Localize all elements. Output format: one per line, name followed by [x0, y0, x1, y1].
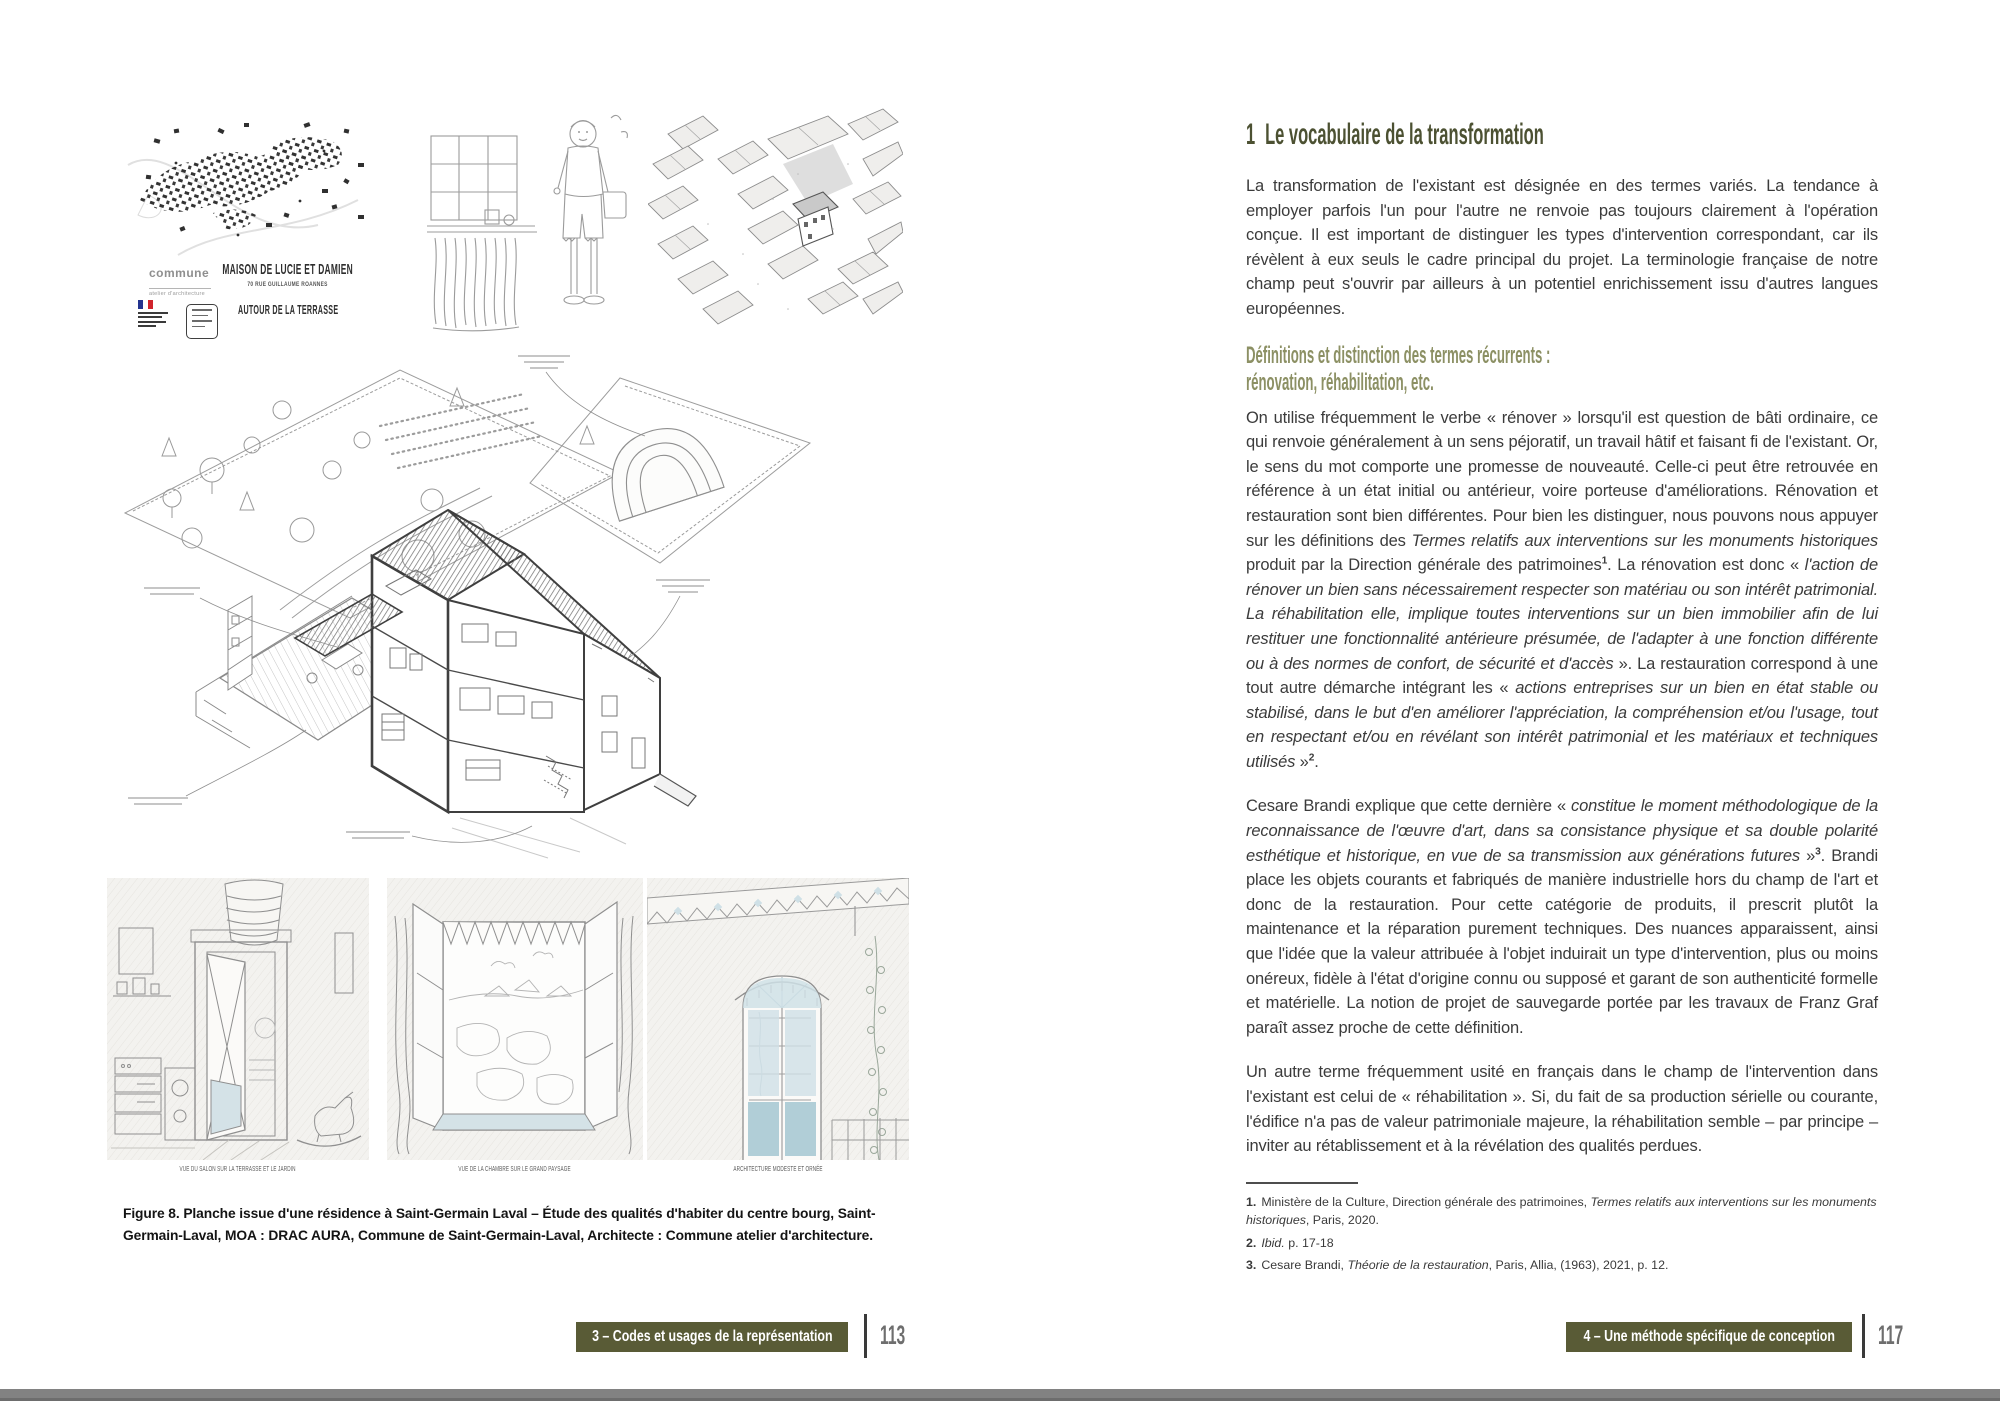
- intro-paragraph: La transformation de l'existant est désignée en des termes variés. La tendance à employer parfois l'un pour l'autre ne renvoie pas toujours clairement à l'opération conçue. Il est important de distinguer les types d'intervention correspondant, car ils révèlent à eux seuls le cadre principal du projet. La terminologie française de notre champ peut s'ouvrir par ailleurs à un potentiel enrichissement issu d'autres langues européennes.: [1246, 177, 1878, 318]
- map-theme-label: AUTOUR DE LA TERRASSE: [237, 302, 339, 317]
- commune-logo-subtext: atelier d'architecture: [149, 288, 211, 297]
- subheading-line2: rénovation, réhabilitation, etc.: [1246, 368, 1434, 396]
- page-number-right: 117: [1878, 1320, 1904, 1350]
- footnote-2: 2. Ibid. p. 17-18: [1246, 1235, 1334, 1250]
- government-logo: [138, 300, 174, 340]
- sketch-caption-facade: ARCHITECTURE MODESTE ET ORNÉE: [733, 1164, 823, 1173]
- footnote-3: 3. Cesare Brandi, Théorie de la restauration, Paris, Allia, (1963), 2021, p. 12.: [1246, 1258, 1669, 1273]
- axonometric-house-sketch: [100, 348, 920, 872]
- paragraph-rehabilitation: Un autre terme fréquemment usité en français dans le champ de l'intervention dans l'existant est celui de « réhabilitation ». Si, du fait de sa production sérielle ou courante, l'édifice n'a pas de valeur patrimoniale majeure, la réhabilitation semble – par principe – inviter au rétablissement et à la révélation des qualités perdues.: [1246, 1063, 1878, 1156]
- sketch-caption-salon: VUE DU SALON SUR LA TERRASSE ET LE JARDIN: [179, 1164, 297, 1173]
- map-title: MAISON DE LUCIE ET DAMIEN: [222, 261, 354, 278]
- person-kitchen-sketch: [425, 98, 637, 336]
- footer-divider-right: [1862, 1314, 1865, 1358]
- paragraph-brandi: Cesare Brandi explique que cette dernière « constitue le moment méthodologique de la reconnaissance de l'œuvre d'art, dans sa consistance physique et sa double polarité esthétique et historique, en vue de sa transmission aux générations futures »$^3$. Brandi place les objets courants et fabriqués de manière industrielle hors du champ de l'art et donc de la restauration. Pour cette catégorie de produits, il prescrit plutôt la maintenance et la réparation purement techniques. Des nuances apparaissent, ainsi que l'idée que la valeur attribuée à l'objet induirait un type d'intervention, plus ou moins onéreux, fidèle à l'état d'origine connu ou supposé et garant de son authenticité formelle et matérielle. La notion de projet de sauvegarde portée par les travaux de Franz Graf paraît assez proche de cette définition.: [1246, 797, 1879, 1037]
- page-number-left: 113: [880, 1320, 906, 1350]
- section-title: [1246, 118, 1878, 152]
- polytunnel-sketch: [596, 415, 724, 521]
- subheading: [1246, 342, 1878, 396]
- highlighted-house: [793, 192, 838, 246]
- sketch-caption-chambre: VUE DE LA CHAMBRE SUR LE GRAND PAYSAGE: [458, 1164, 572, 1173]
- aerial-rooftops-sketch: [648, 104, 903, 334]
- association-stamp-logo: [186, 304, 218, 339]
- map-address: 70 RUE GUILLAUME ROANNES: [247, 281, 329, 288]
- scan-edge-strip: [0, 1389, 2000, 1401]
- footnote-divider: [1246, 1182, 1358, 1184]
- text-column: [1246, 118, 1878, 1179]
- chapter-band-left: [576, 1322, 848, 1352]
- commune-logo: commune: [149, 266, 210, 280]
- subheading-line1: Définitions et distinction des termes récurrents :: [1246, 341, 1551, 369]
- section-number: 1: [1246, 118, 1256, 151]
- section-title-text: Le vocabulaire de la transformation: [1265, 118, 1544, 151]
- footer-divider-left: [864, 1314, 867, 1358]
- chapter-band-right: [1566, 1322, 1852, 1352]
- town-map-sketch: [118, 105, 386, 265]
- chapter-label-left: 3 – Codes et usages de la représentation: [591, 1328, 833, 1345]
- window-landscape-sketch: [387, 878, 643, 1160]
- footnote-1: 1. Ministère de la Culture, Direction générale des patrimoines, Termes relatifs aux interventions sur les monuments historiques, Paris, 2020.: [1246, 1195, 1877, 1227]
- figure-caption: Figure 8. Planche issue d'une résidence à Saint-Germain Laval – Étude des qualités d'habiter du centre bourg, Saint-Germain-Laval, MOA : DRAC AURA, Commune de Saint-Germain-Laval, Architecte : Commune atelier d'architecture.: [123, 1206, 876, 1243]
- salon-door-sketch: [107, 878, 369, 1160]
- paragraph-renovation: On utilise fréquemment le verbe « rénover » lorsqu'il est question de bâti ordinaire, ce qui renvoie généralement à un sens péjoratif, un travail hâtif et faisant fi de l'existant. Or, le sens du mot comporte une promesse de nouveauté. Celle-ci peut être retrouvée en référence à un état initial ou antérieur, voire porteuse d'améliorations. Rénovation et restauration sont bien différentes. Pour bien les distinguer, nous pouvons nous appuyer sur les définitions des Termes relatifs aux interventions sur les monuments historiques produit par la Direction générale des patrimoines$^1$. La rénovation est donc « l'action de rénover un bien sans nécessairement respecter son matériau ou son intérêt patrimonial. La réhabilitation elle, implique toutes interventions sur un bien immobilier afin de lui restituer une fonctionnalité antérieure présumée, de l'adapter à une fonction différente ou à des normes de confort, de sécurité et d'accès ». La restauration correspond à une tout autre démarche intégrant les « actions entreprises sur un bien en état stable ou stabilisé, dans le but d'en améliorer l'appréciation, la compréhension et/ou l'usage, tout en respectant et/ou en révélant son intérêt patrimonial et les matériaux et techniques utilisés »$^2$.: [1246, 408, 1879, 771]
- chapter-label-right: 4 – Une méthode spécifique de conception: [1583, 1328, 1835, 1345]
- ornate-facade-sketch: [647, 878, 909, 1160]
- footnotes-block: [1246, 1182, 1886, 1280]
